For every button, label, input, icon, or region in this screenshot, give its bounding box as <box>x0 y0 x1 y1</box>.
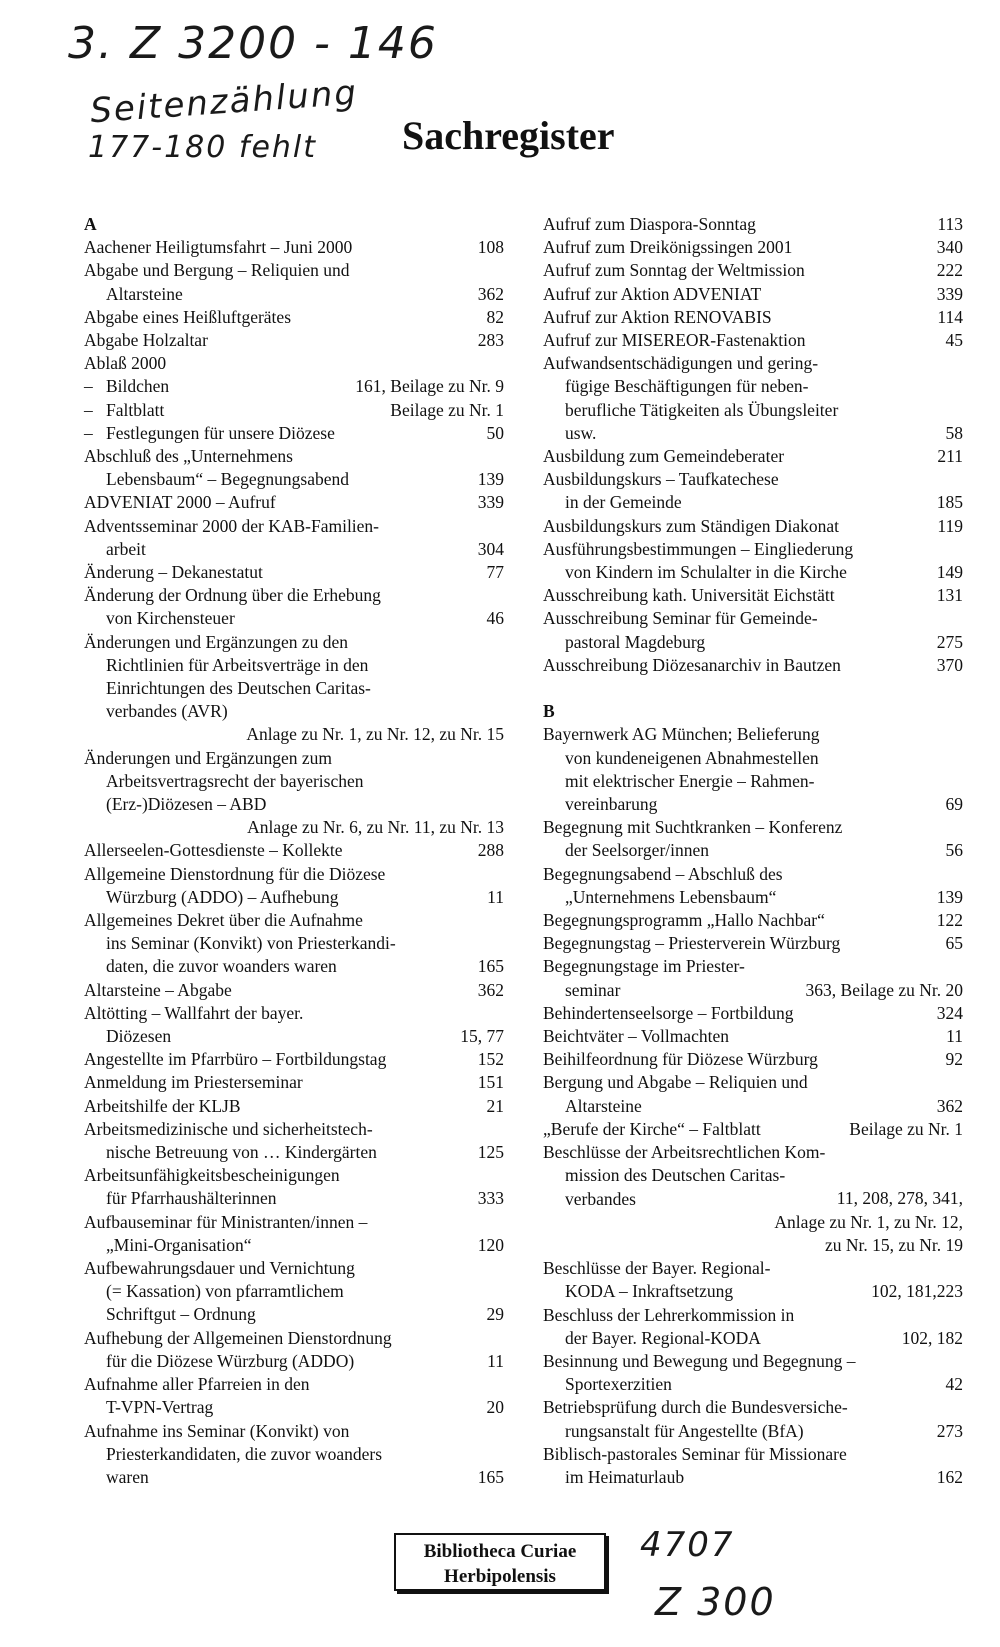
entry-page: 340 <box>936 237 963 258</box>
entry-label: Änderungen und Ergänzungen zu den <box>84 631 349 652</box>
entry-label: Ausführungsbestimmungen – Eingliederung <box>543 538 854 559</box>
entry-label: Altötting – Wallfahrt der bayer. <box>84 1002 304 1023</box>
entry-label-cont: der Bayer. Regional-KODA <box>565 1327 761 1348</box>
entry-page: 125 <box>477 1142 504 1163</box>
entry-label-cont: Einrichtungen des Deutschen Caritas- <box>106 678 371 698</box>
entry-attachment-ref: Anlage zu Nr. 6, zu Nr. 11, zu Nr. 13 <box>247 817 504 838</box>
index-entry <box>543 584 963 607</box>
index-entry <box>543 1048 963 1071</box>
entry-label-cont: Priesterkandidaten, die zuvor woanders <box>106 1443 383 1464</box>
entry-page: 362 <box>477 283 504 304</box>
entry-label-cont: pastoral Magdeburg <box>565 631 706 652</box>
index-entry <box>543 1350 963 1396</box>
index-entry <box>84 561 504 584</box>
entry-label: Ausbildungskurs – Taufkatechese <box>543 469 779 490</box>
handwritten-note-missing-pages: 177-180 fehlt <box>88 130 318 165</box>
index-entry <box>543 723 963 816</box>
entry-page: 363, Beilage zu Nr. 20 <box>805 979 963 1000</box>
entry-label: Beschlüsse der Bayer. Regional- <box>543 1258 771 1279</box>
entry-label: Beichtväter – Vollmachten <box>543 1026 729 1047</box>
entry-label-cont: von Kirchensteuer <box>106 608 235 629</box>
index-entry <box>84 1211 504 1257</box>
entry-page: 82 <box>486 306 504 327</box>
dash-marker: – <box>84 399 93 420</box>
entry-page: 139 <box>477 469 504 490</box>
entry-page: 108 <box>477 237 504 258</box>
index-entry <box>543 1141 963 1257</box>
handwritten-note-page-count: Seitenzählung <box>88 72 360 132</box>
entry-label: Aufhebung der Allgemeinen Dienstordnung <box>84 1327 392 1348</box>
entry-label-cont: (= Kassation) von pfarramtlichem <box>106 1281 344 1302</box>
entry-page: 185 <box>936 492 963 513</box>
entry-page: 139 <box>936 886 963 907</box>
entry-page: 11, 208, 278, 341, <box>836 1188 963 1209</box>
entry-label-cont: Diözesen <box>106 1026 172 1047</box>
entry-attachment-ref: Anlage zu Nr. 1, zu Nr. 12, <box>774 1211 963 1232</box>
index-entry <box>543 654 963 677</box>
index-entry <box>543 515 963 538</box>
section-letter-b: B <box>543 701 555 722</box>
entry-page: 113 <box>937 214 963 234</box>
entry-label-cont: Würzburg (ADDO) – Aufhebung <box>106 886 339 907</box>
index-entry <box>84 445 504 491</box>
entry-page: 339 <box>477 492 504 513</box>
index-subentry <box>84 399 504 422</box>
entry-page: 69 <box>945 794 963 815</box>
index-entry <box>84 1002 504 1048</box>
entry-label: Aufruf zum Diaspora-Sonntag <box>543 214 756 234</box>
entry-label: Aufruf zum Sonntag der Weltmission <box>543 260 805 281</box>
index-entry <box>84 1164 504 1210</box>
entry-label: Begegnungsabend – Abschluß des <box>543 863 783 884</box>
entry-page: 370 <box>936 654 963 675</box>
entry-label: Aufbauseminar für Ministranten/innen – <box>84 1211 368 1232</box>
index-entry <box>543 607 963 653</box>
index-entry <box>543 352 963 445</box>
index-entry <box>543 1257 963 1303</box>
entry-label: Aufnahme ins Seminar (Konvikt) von <box>84 1420 350 1441</box>
index-entry <box>84 1327 504 1373</box>
entry-label-cont: (Erz-)Diözesen – ABD <box>106 794 267 815</box>
entry-label: Beschluss der Lehrerkommission in <box>543 1304 795 1325</box>
entry-page: 20 <box>486 1397 504 1418</box>
entry-label: Abschluß des „Unternehmens <box>84 445 293 466</box>
entry-label-cont: Schriftgut – Ordnung <box>106 1304 256 1325</box>
entry-label-cont: daten, die zuvor woanders waren <box>106 956 337 977</box>
entry-label: Begegnungstag – Priesterverein Würzburg <box>543 933 841 954</box>
entry-label-cont: mit elektrischer Energie – Rahmen- <box>565 770 815 791</box>
index-column-left <box>84 213 504 1489</box>
index-entry <box>543 1118 963 1141</box>
entry-label-cont: usw. <box>565 422 597 443</box>
index-entry <box>84 909 504 979</box>
entry-page: 162 <box>936 1466 963 1487</box>
entry-page: 102, 181,223 <box>871 1281 963 1302</box>
entry-label-cont: Altarsteine <box>106 283 183 304</box>
entry-label-cont: ins Seminar (Konvikt) von Priesterkandi- <box>106 933 396 954</box>
index-entry <box>84 979 504 1002</box>
entry-label-cont: von Kindern im Schulalter in die Kirche <box>565 562 847 583</box>
entry-page: 149 <box>936 562 963 583</box>
index-entry <box>84 839 504 862</box>
index-list-a-right <box>543 213 963 677</box>
index-entry <box>543 283 963 306</box>
entry-label-cont: verbandes <box>565 1188 636 1209</box>
subentry-label: Faltblatt <box>106 399 165 420</box>
entry-label: Begegnungstage im Priester- <box>543 956 745 977</box>
entry-label-cont: Sportexerzitien <box>565 1374 672 1395</box>
entry-page: 165 <box>477 1466 504 1487</box>
entry-label-cont: vereinbarung <box>565 794 658 815</box>
entry-page: 92 <box>945 1049 963 1070</box>
entry-page: 45 <box>945 330 963 351</box>
entry-page: 65 <box>945 933 963 954</box>
entry-label-cont: für die Diözese Würzburg (ADDO) <box>106 1350 355 1371</box>
entry-page: 333 <box>477 1188 504 1209</box>
index-entry <box>84 584 504 630</box>
entry-page: 339 <box>936 283 963 304</box>
index-entry <box>84 1420 504 1490</box>
section-letter-a: A <box>84 214 97 234</box>
entry-page: 222 <box>936 260 963 281</box>
entry-label-cont: für Pfarrhaushälterinnen <box>106 1188 277 1209</box>
entry-page: 46 <box>486 608 504 629</box>
entry-label-cont: Lebensbaum“ – Begegnungsabend <box>106 469 349 490</box>
entry-page: 77 <box>486 561 504 582</box>
entry-label: Aufnahme aller Pfarreien in den <box>84 1374 310 1395</box>
index-entry <box>84 1095 504 1118</box>
index-list-a-left <box>84 236 504 1489</box>
entry-page: 273 <box>936 1420 963 1441</box>
entry-label: Aufruf zur Aktion RENOVABIS <box>543 306 772 327</box>
entry-label: Ausbildung zum Gemeindeberater <box>543 446 785 467</box>
entry-page: 119 <box>937 515 963 536</box>
entry-page: 211 <box>937 446 963 467</box>
entry-label: Altarsteine – Abgabe <box>84 979 232 1000</box>
entry-page: 165 <box>477 956 504 977</box>
entry-page: 324 <box>936 1002 963 1023</box>
entry-label: Angestellte im Pfarrbüro – Fortbildungstag <box>84 1049 387 1070</box>
entry-label: Ausschreibung Seminar für Gemeinde- <box>543 608 818 629</box>
entry-label: „Berufe der Kirche“ – Faltblatt <box>543 1118 761 1139</box>
entry-label: Ausschreibung Diözesanarchiv in Bautzen <box>543 654 841 675</box>
entry-label: Aufruf zur MISEREOR-Fastenaktion <box>543 330 806 351</box>
index-subentry <box>84 375 504 398</box>
entry-label-cont: im Heimaturlaub <box>565 1466 685 1487</box>
stamp-line-1: Bibliotheca Curiae <box>423 1541 577 1562</box>
handwritten-signature: 3. Z 3200 - 146 <box>68 18 438 69</box>
page-title: Sachregister <box>402 113 615 158</box>
entry-page: Beilage zu Nr. 1 <box>849 1118 963 1139</box>
entry-label: Beschlüsse der Arbeitsrechtlichen Kom- <box>543 1142 826 1163</box>
entry-label-cont: von kundeneigenen Abnahmestellen <box>565 747 819 768</box>
entry-label: Behindertenseelsorge – Fortbildung <box>543 1002 794 1023</box>
entry-label-cont: fügige Beschäftigungen für neben- <box>565 376 809 397</box>
entry-label-cont: verbandes (AVR) <box>106 701 228 722</box>
entry-label: Adventsseminar 2000 der KAB-Familien- <box>84 515 380 536</box>
entry-label: Aufwandsentschädigungen und gering- <box>543 353 819 374</box>
entry-label-cont: „Mini-Organisation“ <box>106 1234 252 1255</box>
entry-page: 29 <box>486 1304 504 1325</box>
entry-page: 58 <box>945 422 963 443</box>
entry-page: 362 <box>477 979 504 1000</box>
index-entry <box>84 515 504 561</box>
entry-label: Aufbewahrungsdauer und Vernichtung <box>84 1258 355 1279</box>
entry-label-cont: berufliche Tätigkeiten als Übungsleiter <box>565 399 839 420</box>
entry-page: 11 <box>946 1026 963 1047</box>
entry-page: 42 <box>945 1374 963 1395</box>
index-entry <box>84 306 504 329</box>
entry-label: Ausschreibung kath. Universität Eichstätt <box>543 585 835 606</box>
index-entry <box>84 1071 504 1094</box>
subentry-label: Festlegungen für unsere Diözese <box>106 422 335 443</box>
entry-page: 11 <box>487 1350 504 1371</box>
entry-label-cont: arbeit <box>106 538 146 559</box>
entry-page: 114 <box>937 306 963 327</box>
entry-label: Bergung und Abgabe – Reliquien und <box>543 1072 808 1093</box>
entry-label: Ausbildungskurs zum Ständigen Diakonat <box>543 515 840 536</box>
index-entry <box>543 816 963 862</box>
entry-page: 131 <box>936 585 963 606</box>
entry-label-cont: KODA – Inkraftsetzung <box>565 1281 734 1302</box>
entry-label: Abgabe und Bergung – Reliquien und <box>84 260 350 281</box>
entry-label: Biblisch-pastorales Seminar für Missionare <box>543 1443 847 1464</box>
index-entry <box>543 1002 963 1025</box>
entry-page: 275 <box>936 631 963 652</box>
index-entry <box>84 259 504 305</box>
index-entry <box>84 1118 504 1164</box>
index-entry <box>543 306 963 329</box>
entry-label: ADVENIAT 2000 – Aufruf <box>84 492 276 513</box>
index-entry <box>543 259 963 282</box>
index-entry <box>543 955 963 1001</box>
index-entry <box>543 468 963 514</box>
entry-page: 56 <box>945 840 963 861</box>
handwritten-number: 4707 <box>640 1525 735 1565</box>
entry-label: Arbeitsmedizinische und sicherheitstech- <box>84 1118 373 1139</box>
handwritten-shelfmark: Z 300 <box>655 1580 776 1624</box>
stamp-line-2: Herbipolensis <box>444 1566 556 1587</box>
entry-page: 11 <box>487 886 504 907</box>
entry-label-cont: der Seelsorger/innen <box>565 840 710 861</box>
entry-label: Betriebsprüfung durch die Bundesversiche- <box>543 1397 848 1418</box>
entry-label-cont: seminar <box>565 979 621 1000</box>
index-entry <box>543 1071 963 1117</box>
entry-label-cont: nische Betreuung von … Kindergärten <box>106 1142 377 1163</box>
index-entry <box>543 538 963 584</box>
entry-label: Änderung – Dekanestatut <box>84 561 263 582</box>
library-stamp <box>394 1533 606 1591</box>
index-entry <box>84 1373 504 1419</box>
index-entry <box>543 236 963 259</box>
index-entry <box>543 213 963 236</box>
index-entry <box>543 1443 963 1489</box>
index-entry <box>543 932 963 955</box>
entry-label: Aufruf zur Aktion ADVENIAT <box>543 283 762 304</box>
entry-label-cont: T-VPN-Vertrag <box>106 1397 214 1418</box>
index-entry <box>543 1396 963 1442</box>
entry-label-cont: Altarsteine <box>565 1095 642 1116</box>
dash-marker: – <box>84 422 93 443</box>
entry-label: Aachener Heiligtumsfahrt – Juni 2000 <box>84 237 353 258</box>
dash-marker: – <box>84 376 93 397</box>
entry-label: Begegnung mit Suchtkranken – Konferenz <box>543 817 843 838</box>
entry-page: 152 <box>477 1049 504 1070</box>
entry-attachment-ref: Anlage zu Nr. 1, zu Nr. 12, zu Nr. 15 <box>246 724 504 745</box>
subentry-label: Bildchen <box>106 376 170 397</box>
index-entry <box>84 352 504 375</box>
index-entry <box>84 329 504 352</box>
entry-label-cont: Arbeitsvertragsrecht der bayerischen <box>106 770 364 791</box>
entry-page: 15, 77 <box>460 1026 504 1047</box>
subentry-page: 161, Beilage zu Nr. 9 <box>355 376 504 397</box>
entry-label: Bayernwerk AG München; Belieferung <box>543 724 820 745</box>
index-entry <box>543 445 963 468</box>
entry-attachment-ref: zu Nr. 15, zu Nr. 19 <box>824 1234 963 1255</box>
entry-label: Änderungen und Ergänzungen zum <box>84 747 333 768</box>
index-column-right <box>543 213 963 1489</box>
entry-label: Arbeitshilfe der KLJB <box>84 1095 241 1116</box>
entry-label-cont: Richtlinien für Arbeitsverträge in den <box>106 654 369 675</box>
entry-label: Beihilfeordnung für Diözese Würzburg <box>543 1049 818 1070</box>
index-entry <box>543 329 963 352</box>
entry-page: 283 <box>477 330 504 350</box>
subentry-page: Beilage zu Nr. 1 <box>390 399 504 420</box>
entry-page: 304 <box>477 538 504 559</box>
entry-label: Ablaß 2000 <box>84 353 167 374</box>
index-entry <box>84 491 504 514</box>
index-entry <box>84 1257 504 1327</box>
index-entry <box>543 1304 963 1350</box>
entry-page: 122 <box>936 910 963 931</box>
index-list-b <box>543 723 963 1489</box>
entry-label-cont: mission des Deutschen Caritas- <box>565 1165 786 1186</box>
entry-label-cont: in der Gemeinde <box>565 492 682 513</box>
entry-label-cont: waren <box>106 1466 149 1487</box>
index-entry <box>84 863 504 909</box>
entry-label: Besinnung und Bewegung und Begegnung – <box>543 1350 856 1371</box>
index-entry <box>543 863 963 909</box>
entry-label: Allerseelen-Gottesdienste – Kollekte <box>84 840 343 861</box>
entry-label: Allgemeines Dekret über die Aufnahme <box>84 910 363 931</box>
entry-page: 288 <box>477 840 504 861</box>
index-entry <box>84 747 504 840</box>
entry-label-cont: „Unternehmens Lebensbaum“ <box>565 886 777 907</box>
entry-label: Aufruf zum Dreikönigssingen 2001 <box>543 237 793 258</box>
index-entry <box>543 1025 963 1048</box>
entry-label: Arbeitsunfähigkeitsbescheinigungen <box>84 1165 340 1186</box>
index-subentry <box>84 422 504 445</box>
entry-label: Allgemeine Dienstordnung für die Diözese <box>84 863 386 884</box>
entry-page: 120 <box>477 1234 504 1255</box>
entry-label: Abgabe eines Heißluftgerätes <box>84 306 292 327</box>
index-entry <box>84 631 504 747</box>
entry-label: Abgabe Holzaltar <box>84 330 208 350</box>
entry-page: 362 <box>936 1095 963 1116</box>
index-entry <box>543 909 963 932</box>
entry-page: 102, 182 <box>901 1327 963 1348</box>
entry-page: 151 <box>477 1072 504 1093</box>
entry-page: 21 <box>486 1095 504 1116</box>
entry-label-cont: rungsanstalt für Angestellte (BfA) <box>565 1420 804 1441</box>
entry-label: Änderung der Ordnung über die Erhebung <box>84 585 381 606</box>
subentry-page: 50 <box>486 422 504 443</box>
index-entry <box>84 236 504 259</box>
entry-label: Anmeldung im Priesterseminar <box>84 1072 303 1093</box>
entry-label: Begegnungsprogramm „Hallo Nachbar“ <box>543 910 825 931</box>
index-entry <box>84 1048 504 1071</box>
